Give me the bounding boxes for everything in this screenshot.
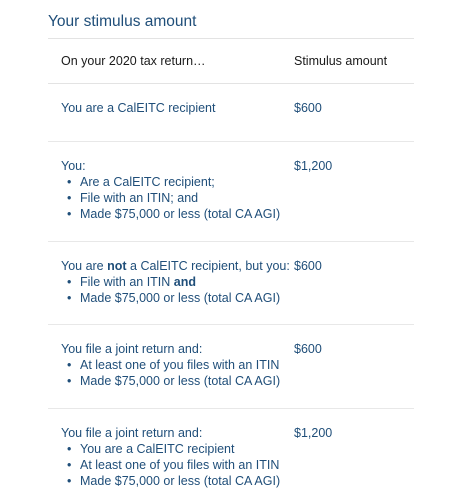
list-item: • At least one of you files with an ITIN	[61, 357, 294, 373]
stimulus-table-section	[48, 10, 414, 489]
list-item: • Made $75,000 or less (total CA AGI)	[61, 290, 294, 306]
row-amount: $600	[294, 101, 322, 115]
row-lead: You:	[61, 159, 86, 173]
table-row	[48, 84, 414, 142]
bullet-emphasis: and	[173, 275, 197, 289]
row-condition	[48, 409, 294, 489]
row-amount: $1,200	[294, 426, 333, 440]
row-lead: You are a CalEITC recipient	[61, 101, 216, 115]
header-stimulus-amount: Stimulus amount	[294, 54, 388, 68]
header-tax-return: On your 2020 tax return…	[61, 54, 206, 68]
row-amount: $1,200	[294, 159, 333, 173]
table-row	[48, 242, 414, 325]
condition-list	[61, 357, 294, 389]
lead-emphasis: not	[107, 259, 127, 273]
list-item: • At least one of you files with an ITIN	[61, 457, 294, 473]
row-condition	[48, 242, 294, 324]
condition-list	[61, 174, 294, 222]
list-item	[61, 274, 294, 290]
row-lead: You file a joint return and:	[61, 426, 203, 440]
condition-list	[61, 274, 294, 306]
row-condition	[48, 325, 294, 408]
table-header	[48, 38, 414, 84]
row-lead	[61, 258, 294, 274]
row-condition	[48, 142, 294, 241]
table-row	[48, 409, 414, 489]
list-item: • File with an ITIN; and	[61, 190, 294, 206]
lead-text: You are	[61, 259, 108, 273]
list-item: • Made $75,000 or less (total CA AGI)	[61, 473, 294, 489]
table-row	[48, 325, 414, 409]
row-lead: You file a joint return and:	[61, 342, 203, 356]
lead-text: a CalEITC recipient, but you:	[126, 259, 290, 273]
list-item: • Made $75,000 or less (total CA AGI)	[61, 206, 294, 222]
list-item: • Made $75,000 or less (total CA AGI)	[61, 373, 294, 389]
row-amount: $600	[294, 259, 322, 273]
list-item: • Are a CalEITC recipient;	[61, 174, 294, 190]
section-title: Your stimulus amount	[48, 13, 197, 30]
bullet-text: File with an ITIN	[80, 275, 174, 289]
row-condition	[48, 84, 294, 141]
list-item: • You are a CalEITC recipient	[61, 441, 294, 457]
table-row	[48, 142, 414, 242]
row-amount: $600	[294, 342, 322, 356]
condition-list	[61, 441, 294, 489]
